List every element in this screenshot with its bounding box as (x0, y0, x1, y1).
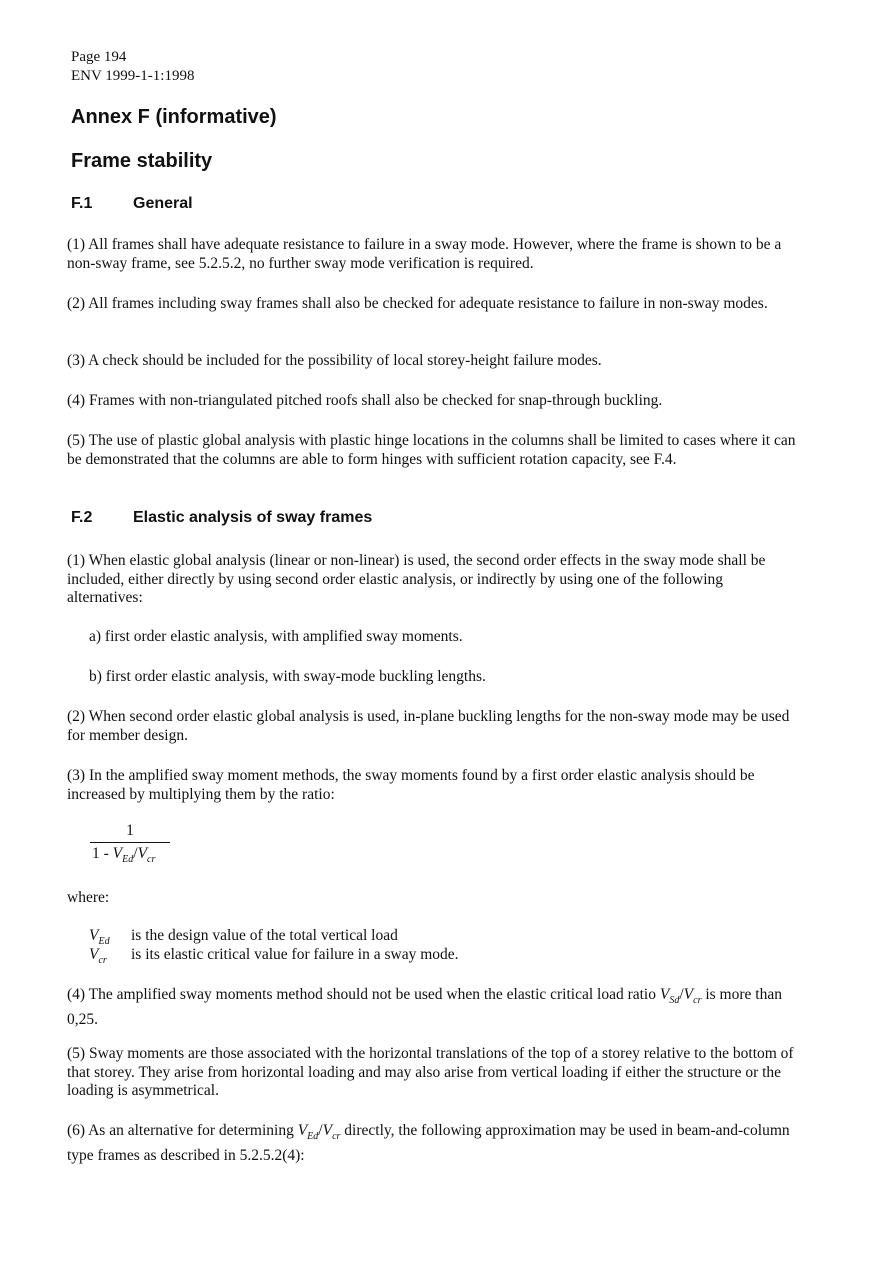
symbol-vcr: $V_{cr}$ (89, 946, 107, 967)
page-title: Frame stability (71, 150, 213, 172)
paragraph-f1-3: (3) A check should be included for the possibility of local storey-height failure modes. (67, 352, 602, 369)
page-number: Page 194 (71, 49, 127, 65)
paragraph-f2-6: (6) As an alternative for determining $V_{Ed}/V_{cr}$ directly, the following approximation may be used in beam-and-column type frames as described in 5.2.5.2(4): (67, 1122, 790, 1164)
section-heading-f2 (71, 509, 372, 527)
paragraph-f1-4: (4) Frames with non-triangulated pitched roofs shall also be checked for snap-through buckling. (67, 392, 663, 409)
section-title: Elastic analysis of sway frames (133, 509, 373, 526)
section-title: General (133, 195, 193, 212)
amplification-formula (90, 822, 170, 869)
paragraph-f2-5: (5) Sway moments are those associated with the horizontal translations of the top of a storey relative to the bottom of that storey. They arise from horizontal loading and may also arise from vertical loading if either the structure or the loading is asymmetrical. (67, 1045, 794, 1100)
list-item-a: a) first order elastic analysis, with amplified sway moments. (89, 628, 463, 645)
fraction-bar (90, 842, 170, 843)
paragraph-f1-5: (5) The use of plastic global analysis with plastic hinge locations in the columns shall be limited to cases where it can be demonstrated that the columns are able to form hinges with sufficient rotation capacity, see F.4. (67, 432, 796, 468)
standard-reference: ENV 1999-1-1:1998 (71, 68, 195, 84)
list-item-b: b) first order elastic analysis, with sway-mode buckling lengths. (89, 668, 486, 685)
annex-heading: Annex F (informative) (71, 106, 277, 128)
paragraph-f2-2: (2) When second order elastic global analysis is used, in-plane buckling lengths for the non-sway mode may be used for member design. (67, 708, 790, 744)
where-label: where: (67, 889, 110, 906)
paragraph-f2-1: (1) When elastic global analysis (linear or non-linear) is used, the second order effects in the sway mode shall be included, either directly by using second order elastic analysis, or indirectly by using one of the following alternatives: (67, 552, 766, 607)
symbol-ved: $V_{Ed}$ (89, 927, 110, 948)
section-number: F.2 (71, 509, 93, 526)
definition-vcr: is its elastic critical value for failure in a sway mode. (131, 946, 459, 963)
paragraph-f2-4: (4) The amplified sway moments method should not be used when the elastic critical load ratio $V_{Sd}/V_{cr}$ is more than 0,25. (67, 986, 782, 1028)
paragraph-f2-3: (3) In the amplified sway moment methods, the sway moments found by a first order elastic analysis should be increased by multiplying them by the ratio: (67, 767, 755, 803)
section-number: F.1 (71, 195, 93, 212)
formula-numerator: 1 (126, 822, 134, 839)
formula-denominator: $1 - V_{Ed}/V_{cr}$ (92, 845, 156, 866)
paragraph-f1-1: (1) All frames shall have adequate resistance to failure in a sway mode. However, where the frame is shown to be a non-sway frame, see 5.2.5.2, no further sway mode verification is required. (67, 236, 782, 272)
paragraph-f1-2: (2) All frames including sway frames shall also be checked for adequate resistance to failure in non-sway modes. (67, 295, 768, 312)
definition-ved: is the design value of the total vertical load (131, 927, 398, 944)
section-heading-f1 (71, 195, 193, 213)
